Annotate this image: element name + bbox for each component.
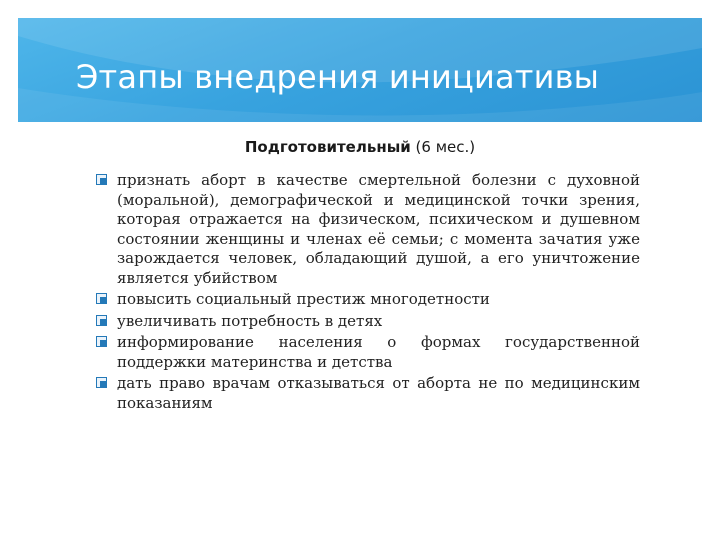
list-item bbox=[96, 374, 640, 413]
list-item-text: признать аборт в качестве смертельной болезни с духовной (моральной), демографической и медицинской точки зрения, которая отражается на физическом, психическом и душевном состоянии женщины и членах её семьи; с момента зачатия уже зарождается человек, обладающий душой, а его уничтожение является убийством bbox=[117, 171, 640, 287]
stage-name: Подготовительный bbox=[244, 138, 411, 156]
title-banner bbox=[18, 18, 702, 122]
list-item bbox=[96, 312, 640, 332]
initiative-list bbox=[96, 171, 640, 415]
square-bullet-icon bbox=[96, 377, 107, 388]
square-bullet-icon bbox=[96, 315, 107, 326]
list-item bbox=[96, 290, 640, 310]
list-item-text: информирование населения о формах государственной поддержки материнства и детства bbox=[117, 333, 640, 371]
square-bullet-icon bbox=[96, 293, 107, 304]
square-bullet-icon bbox=[96, 336, 107, 347]
list-item bbox=[96, 171, 640, 288]
list-item-text: повысить социальный престиж многодетности bbox=[117, 290, 490, 308]
list-item bbox=[96, 333, 640, 372]
slide-title: Этапы внедрения инициативы bbox=[76, 58, 600, 96]
stage-subtitle bbox=[0, 138, 720, 156]
square-bullet-icon bbox=[96, 174, 107, 185]
list-item-text: дать право врачам отказываться от аборта не по медицинским показаниям bbox=[117, 374, 640, 412]
list-item-text: увеличивать потребность в детях bbox=[117, 311, 383, 330]
stage-duration: (6 мес.) bbox=[410, 138, 476, 156]
